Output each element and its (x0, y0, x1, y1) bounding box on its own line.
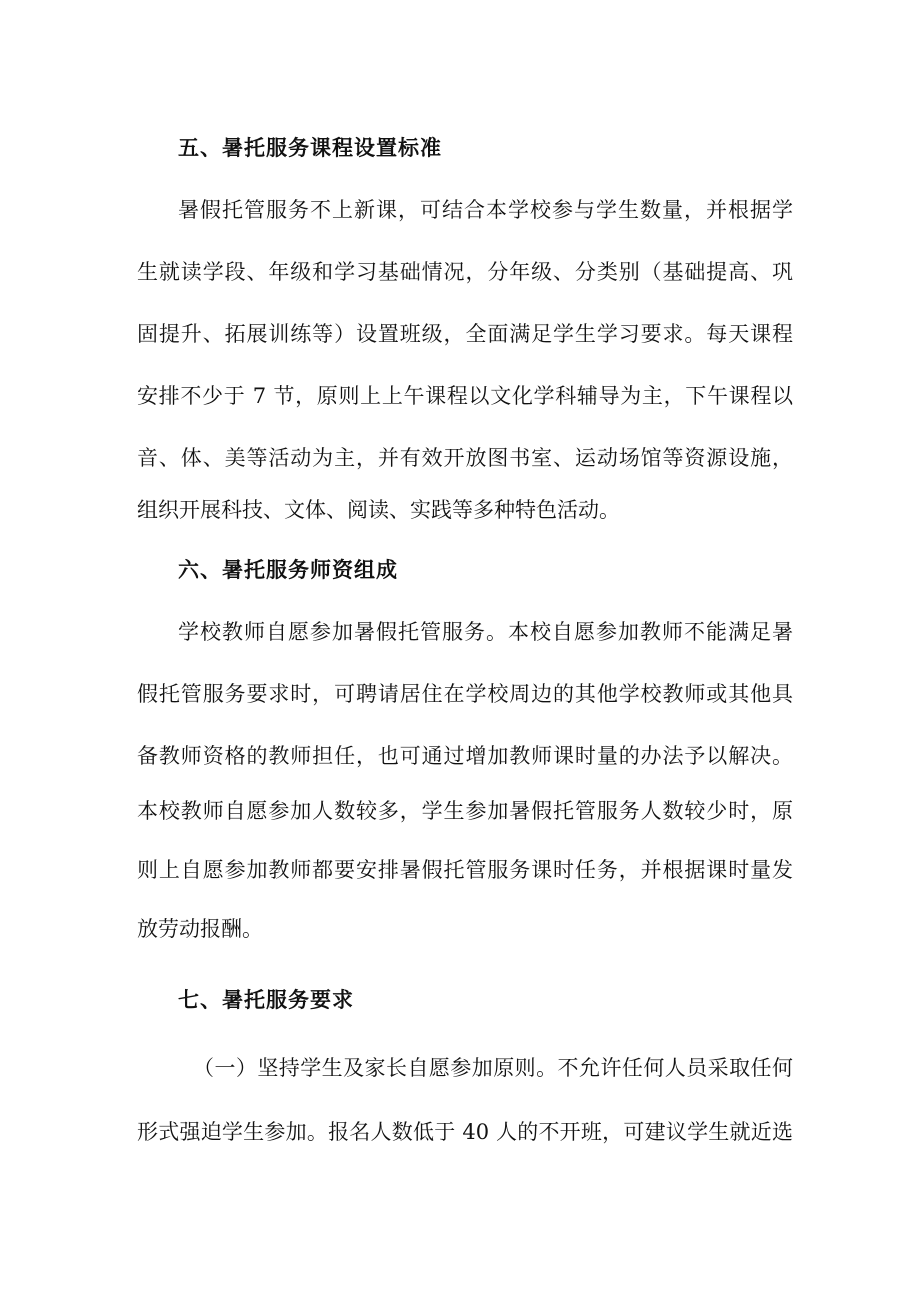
paragraph-line: （一）坚持学生及家长自愿参加原则。不允许任何人员采取任何 (193, 1056, 793, 1080)
paragraph-line: 安排不少于 7 节，原则上上午课程以文化学科辅导为主，下午课程以 (137, 384, 793, 408)
paragraph-line: 假托管服务要求时，可聘请居住在学校周边的其他学校教师或其他具 (137, 682, 793, 706)
section-heading-7: 七、暑托服务要求 (178, 988, 354, 1012)
paragraph-line: 固提升、拓展训练等）设置班级，全面满足学生学习要求。每天课程 (137, 322, 793, 346)
section-heading-6: 六、暑托服务师资组成 (178, 558, 398, 582)
paragraph-line: 放劳动报酬。 (137, 917, 263, 941)
paragraph-line: 暑假托管服务不上新课，可结合本学校参与学生数量，并根据学 (178, 198, 793, 222)
paragraph-line: 组织开展科技、文体、阅读、实践等多种特色活动。 (137, 498, 620, 522)
paragraph-line: 则上自愿参加教师都要安排暑假托管服务课时任务，并根据课时量发 (137, 858, 793, 882)
paragraph-line: 本校教师自愿参加人数较多，学生参加暑假托管服务人数较少时，原 (137, 799, 793, 823)
section-heading-5: 五、暑托服务课程设置标准 (178, 136, 442, 160)
paragraph-line: 生就读学段、年级和学习基础情况，分年级、分类别（基础提高、巩 (137, 260, 793, 284)
paragraph-line: 形式强迫学生参加。报名人数低于 40 人的不开班，可建议学生就近选 (137, 1120, 793, 1144)
paragraph-line: 学校教师自愿参加暑假托管服务。本校自愿参加教师不能满足暑 (178, 620, 793, 644)
paragraph-line: 备教师资格的教师担任，也可通过增加教师课时量的办法予以解决。 (137, 744, 793, 768)
paragraph-line: 音、体、美等活动为主，并有效开放图书室、运动场馆等资源设施， (137, 446, 793, 470)
